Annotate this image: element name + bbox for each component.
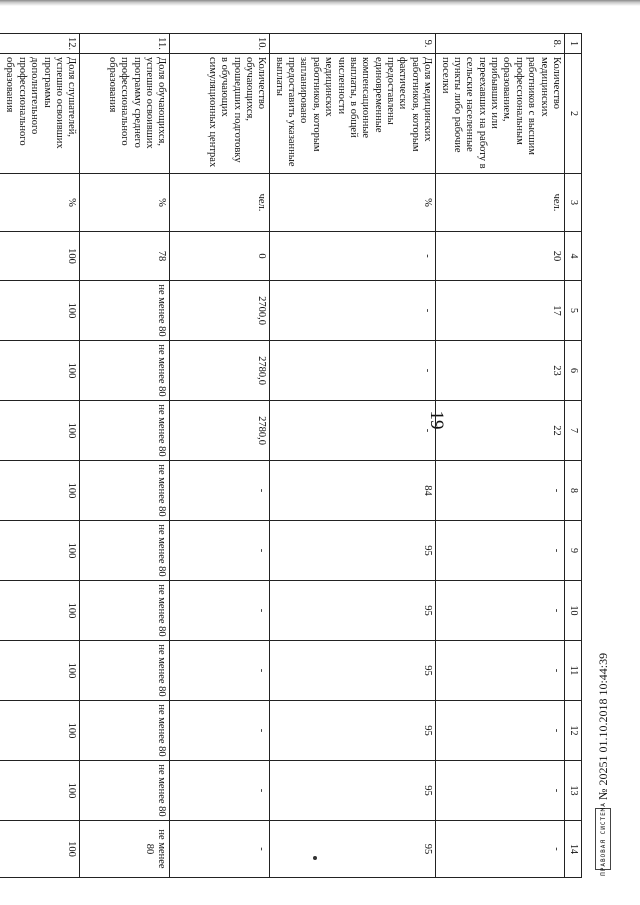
indicator-table bbox=[0, 33, 582, 878]
unit-cell: % bbox=[270, 174, 436, 232]
value-cell: - bbox=[170, 821, 270, 878]
header-cell: 13 bbox=[565, 761, 582, 821]
value-cell: не менее 80 bbox=[80, 281, 170, 341]
value-cell: - bbox=[170, 701, 270, 761]
stamp-text: ПРАВОВАЯ СИСТЕМА bbox=[599, 802, 607, 876]
header-cell: 6 bbox=[565, 341, 582, 401]
table-row bbox=[80, 34, 170, 878]
value-cell: 100 bbox=[0, 281, 80, 341]
value-cell: 100 bbox=[0, 761, 80, 821]
value-cell: - bbox=[170, 641, 270, 701]
row-number-cell: 11. bbox=[80, 34, 170, 54]
value-cell: 95 bbox=[270, 761, 436, 821]
value-cell: - bbox=[170, 521, 270, 581]
row-number-cell: 8. bbox=[436, 34, 565, 54]
value-cell: 95 bbox=[270, 521, 436, 581]
scan-edge bbox=[0, 0, 640, 6]
header-cell: 3 bbox=[565, 174, 582, 232]
table-row bbox=[270, 34, 436, 878]
value-cell: 2780,0 bbox=[170, 401, 270, 461]
value-cell: не менее 80 bbox=[80, 401, 170, 461]
indicator-name-cell: Доля слушателей, успешно освоивших программы дополнительного профессионального образования bbox=[0, 54, 80, 174]
table-row bbox=[170, 34, 270, 878]
value-cell: - bbox=[436, 581, 565, 641]
header-cell: 1 bbox=[565, 34, 582, 54]
header-cell: 4 bbox=[565, 232, 582, 281]
value-cell: 100 bbox=[0, 341, 80, 401]
value-cell: не менее 80 bbox=[80, 701, 170, 761]
row-number-cell: 12. bbox=[0, 34, 80, 54]
rotated-table-container bbox=[4, 33, 582, 877]
value-cell: 23 bbox=[436, 341, 565, 401]
value-cell: не менее 80 bbox=[80, 821, 170, 878]
value-cell: - bbox=[170, 761, 270, 821]
value-cell: 22 bbox=[436, 401, 565, 461]
header-cell: 12 bbox=[565, 701, 582, 761]
unit-cell: чел. bbox=[436, 174, 565, 232]
value-cell: 78 bbox=[80, 232, 170, 281]
value-cell: не менее 80 bbox=[80, 341, 170, 401]
value-cell: 95 bbox=[270, 581, 436, 641]
value-cell: 95 bbox=[270, 821, 436, 878]
value-cell: - bbox=[270, 281, 436, 341]
unit-cell: % bbox=[80, 174, 170, 232]
value-cell: не менее 80 bbox=[80, 521, 170, 581]
value-cell: 95 bbox=[270, 641, 436, 701]
header-row bbox=[565, 34, 582, 878]
indicator-name-cell: Доля обучающихся, успешно освоивших программу среднего профессионального образования bbox=[80, 54, 170, 174]
value-cell: - bbox=[436, 701, 565, 761]
document-footer bbox=[592, 610, 614, 876]
table-row bbox=[436, 34, 565, 878]
value-cell: 17 bbox=[436, 281, 565, 341]
value-cell: 0 bbox=[170, 232, 270, 281]
header-cell: 2 bbox=[565, 54, 582, 174]
indicator-name-cell: Доля медицинских работников, которым фактически предоставлены единовременные компенсационные выплаты, в общей численности медицинских работников, которым запланировано предоставить указанные выплаты bbox=[270, 54, 436, 174]
header-cell: 8 bbox=[565, 461, 582, 521]
value-cell: 100 bbox=[0, 232, 80, 281]
value-cell: - bbox=[270, 232, 436, 281]
value-cell: - bbox=[270, 341, 436, 401]
header-cell: 9 bbox=[565, 521, 582, 581]
value-cell: - bbox=[436, 761, 565, 821]
value-cell: - bbox=[436, 641, 565, 701]
value-cell: 2780,0 bbox=[170, 341, 270, 401]
value-cell: 95 bbox=[270, 701, 436, 761]
value-cell: - bbox=[270, 401, 436, 461]
document-reference: № 20251 01.10.2018 10:44:39 bbox=[595, 652, 610, 800]
indicator-name-cell: Количество медицинских работников с высшим профессиональным образованием, прибывших или переехавших на работу в сельские населенные пункты либо рабочие поселки bbox=[436, 54, 565, 174]
value-cell: - bbox=[170, 581, 270, 641]
header-cell: 10 bbox=[565, 581, 582, 641]
value-cell: 100 bbox=[0, 701, 80, 761]
value-cell: 100 bbox=[0, 581, 80, 641]
value-cell: 2700,0 bbox=[170, 281, 270, 341]
indicator-name-cell: Количество обучающихся, прошедших подготовку в обучающих симуляционных центрах bbox=[170, 54, 270, 174]
value-cell: 100 bbox=[0, 461, 80, 521]
value-cell: не менее 80 bbox=[80, 761, 170, 821]
header-cell: 5 bbox=[565, 281, 582, 341]
value-cell: 20 bbox=[436, 232, 565, 281]
table-row bbox=[0, 34, 80, 878]
value-cell: - bbox=[436, 461, 565, 521]
registry-stamp bbox=[595, 802, 611, 876]
value-cell: не менее 80 bbox=[80, 641, 170, 701]
value-cell: - bbox=[436, 821, 565, 878]
value-cell: не менее 80 bbox=[80, 581, 170, 641]
value-cell: 100 bbox=[0, 521, 80, 581]
row-number-cell: 9. bbox=[270, 34, 436, 54]
value-cell: - bbox=[436, 521, 565, 581]
value-cell: 84 bbox=[270, 461, 436, 521]
header-cell: 7 bbox=[565, 401, 582, 461]
header-cell: 11 bbox=[565, 641, 582, 701]
scan-dot bbox=[313, 856, 317, 860]
unit-cell: % bbox=[0, 174, 80, 232]
value-cell: не менее 80 bbox=[80, 461, 170, 521]
value-cell: - bbox=[170, 461, 270, 521]
value-cell: 100 bbox=[0, 641, 80, 701]
value-cell: 100 bbox=[0, 821, 80, 878]
value-cell: 100 bbox=[0, 401, 80, 461]
unit-cell: чел. bbox=[170, 174, 270, 232]
page-number: 19 bbox=[426, 410, 447, 430]
row-number-cell: 10. bbox=[170, 34, 270, 54]
header-cell: 14 bbox=[565, 821, 582, 878]
